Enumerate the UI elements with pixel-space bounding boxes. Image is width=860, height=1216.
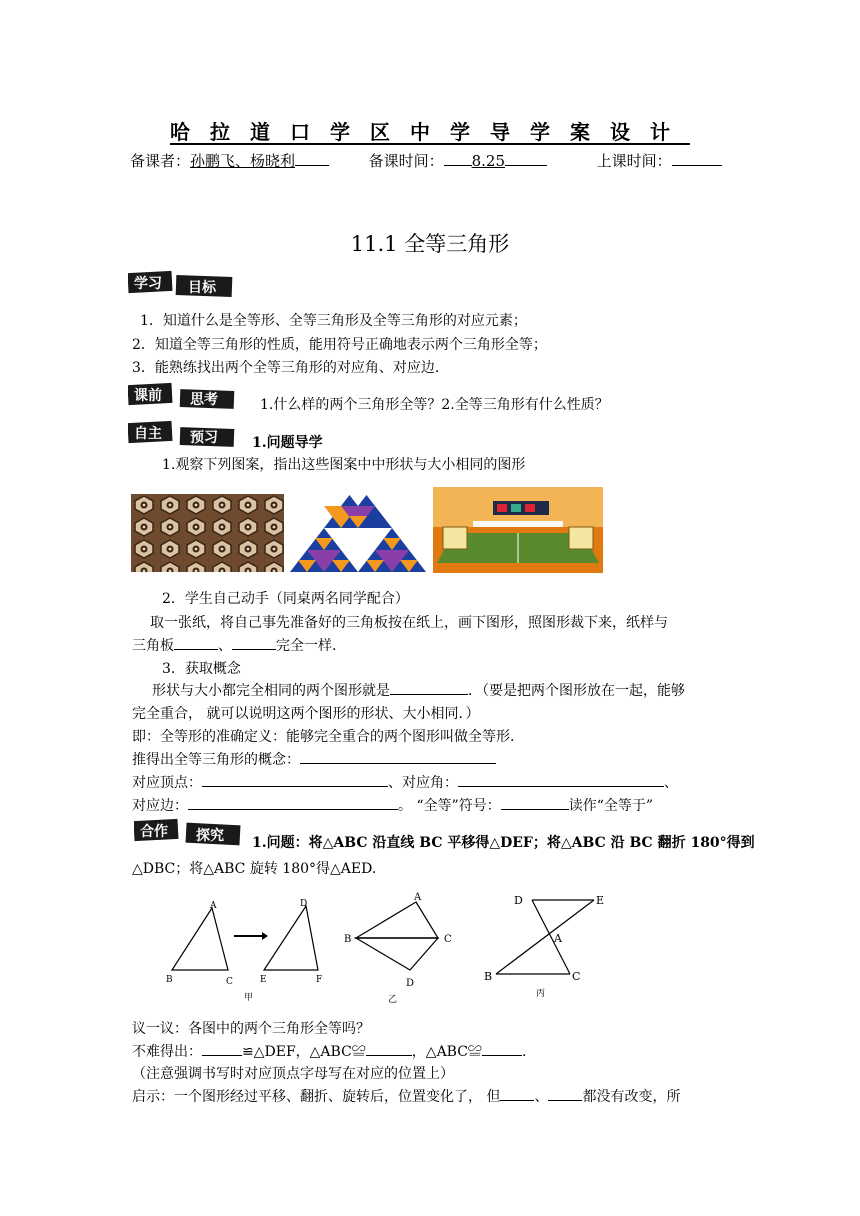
label-F-jia: F [316, 975, 323, 985]
selfstudy-badge [128, 420, 238, 448]
label-A-jia: A [210, 901, 217, 911]
label-E-jia: E [260, 975, 267, 985]
derive-line: 不难得出： ≌△DEF，△ABC≌ ，△ABC≌ . [132, 1041, 526, 1061]
goals-badge-text-2: 目标 [188, 280, 216, 296]
goal-item-1: 1．知道什么是全等形、全等三角形及全等三角形的对应元素； [140, 313, 527, 329]
caption-jia: 甲 [244, 993, 254, 1003]
preclass-badge-text-2: 思考 [190, 392, 218, 408]
prep-time-label: 备课时间： [368, 152, 444, 170]
concept-line-d: 推得出全等三角形的概念： [132, 749, 496, 769]
selfstudy-heading: 1.问题导学 [252, 435, 323, 451]
label-C-bing: C [572, 970, 581, 983]
label-D-yi: D [406, 978, 415, 989]
selfstudy-item-3: 3．获取概念 [162, 661, 241, 677]
preclass-question: 1.什么样的两个三角形全等？2.全等三角形有什么性质？ [260, 397, 609, 413]
cooperate-badge-text-2: 探究 [196, 828, 224, 844]
preclass-badge-text-1: 课前 [134, 388, 162, 404]
concept-line-e: 对应顶点： 、对应角： 、 [132, 772, 678, 792]
hexagon-pattern-image [131, 494, 284, 572]
note-line: （注意强调书写时对应顶点字母写在对应的位置上） [132, 1066, 454, 1082]
selfstudy-item-2: 2．学生自己动手（同桌两名同学配合） [162, 591, 409, 607]
label-D-bing: D [514, 894, 523, 907]
header-meta [130, 150, 722, 171]
selfstudy-item-1: 1.观察下列图案，指出这些图案中中形状与大小相同的图形 [162, 457, 526, 473]
sierpinski-triangle-image [288, 482, 428, 574]
concept-line-a: 形状与大小都完全相同的两个图形就是 ．（要是把两个图形放在一起，能够 [152, 680, 685, 700]
concept-line-b: 完全重合， 就可以说明这两个图形的形状、大小相同．） [132, 706, 480, 722]
school-title: 哈拉道口学区中学导学案设计 [170, 120, 690, 144]
label-A-bing: A [554, 932, 562, 945]
label-B-bing: B [484, 970, 493, 983]
selfstudy-badge-text-1: 自主 [134, 426, 162, 442]
selfstudy-item-2-text-b: 三角板 、 完全一样. [132, 635, 336, 655]
goals-badge [128, 270, 238, 298]
label-B-yi: B [344, 934, 352, 945]
goal-item-2: 2．知道全等三角形的性质，能用符号正确地表示两个三角形全等； [132, 337, 547, 353]
triangle-abc-yi [356, 902, 438, 938]
stadium-model-image [433, 487, 603, 573]
class-time-label: 上课时间： [596, 152, 672, 170]
lesson-title: 11.1 全等三角形 [350, 232, 510, 256]
cooperate-badge [134, 816, 244, 846]
label-B-jia: B [166, 975, 173, 985]
goals-badge-text-1: 学习 [134, 276, 162, 292]
label-D-jia: D [300, 899, 308, 909]
triangle-dbc-yi [356, 938, 438, 970]
label-A-yi: A [414, 892, 422, 903]
triangle-def-jia [264, 906, 318, 970]
hint-line: 启示：一个图形经过平移、翻折、旋转后，位置变化了， 但 、 都没有改变，所 [132, 1086, 680, 1106]
author-value: 孙鹏飞、杨晓利 [190, 152, 296, 170]
cooperate-question-b: △DBC；将△ABC 旋转 180°得△AED. [132, 861, 377, 877]
caption-yi: 乙 [388, 995, 398, 1004]
caption-bing: 丙 [536, 989, 546, 999]
author-label: 备课者： [130, 152, 191, 170]
cooperate-badge-text-1: 合作 [140, 824, 168, 840]
cooperate-question-a: 1.问题：将△ABC 沿直线 BC 平移得△DEF；将△ABC 沿 BC 翻折 180°得到 [252, 835, 755, 851]
selfstudy-item-2-text-a: 取一张纸，将自己事先准备好的三角板按在纸上，画下图形，照图形裁下来，纸样与 [150, 615, 668, 631]
concept-line-f: 对应边： 。 “全等”符号： 读作“全等于” [132, 795, 653, 815]
selfstudy-badge-text-2: 预习 [190, 430, 218, 446]
goal-item-3: 3．能熟练找出两个全等三角形的对应角、对应边. [132, 360, 440, 376]
triangle-abc-jia [172, 908, 228, 970]
label-C-jia: C [226, 977, 233, 987]
prep-time-value: 8.25 [471, 152, 506, 170]
discuss-line: 议一议：各图中的两个三角形全等吗？ [132, 1021, 370, 1037]
triangle-figures [160, 888, 640, 1004]
label-C-yi: C [444, 934, 452, 945]
preclass-badge [128, 382, 238, 410]
label-E-bing: E [596, 894, 605, 907]
concept-line-c: 即：全等形的准确定义：能够完全重合的两个图形叫做全等形. [132, 729, 515, 745]
